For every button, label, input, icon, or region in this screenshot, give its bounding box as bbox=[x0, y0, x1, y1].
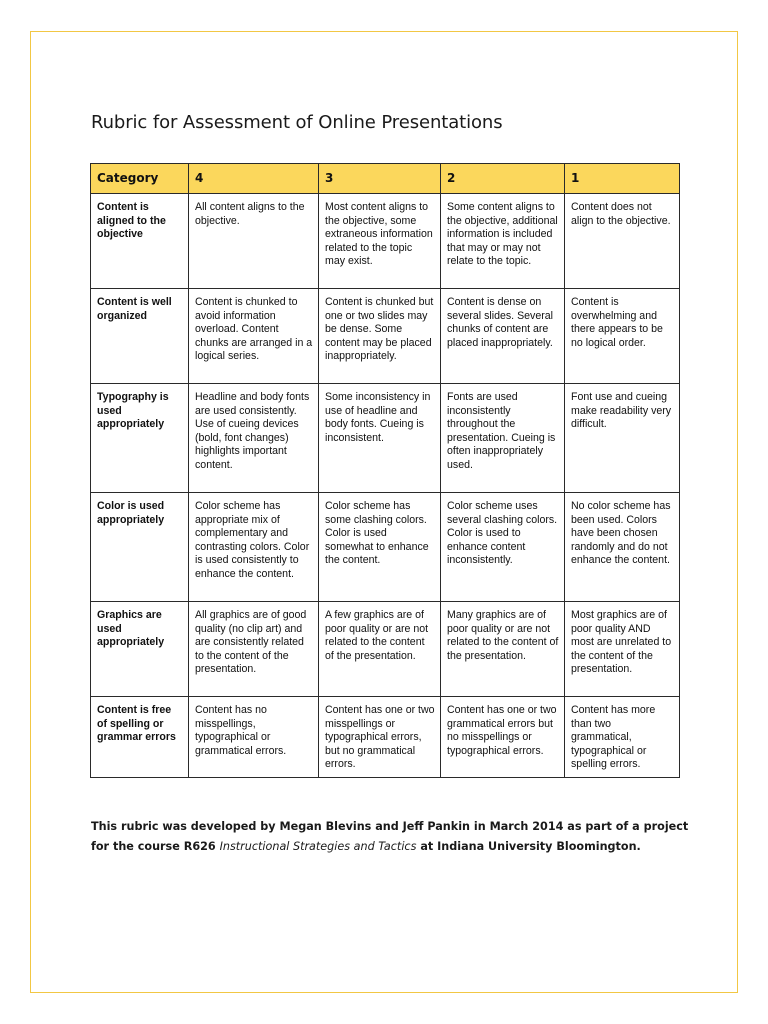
score-3-cell: Some inconsistency in use of headline and body fonts. Cueing is inconsistent. bbox=[319, 384, 441, 493]
table-row bbox=[91, 493, 680, 602]
header-score-3: 3 bbox=[319, 164, 441, 194]
score-2-cell: Some content aligns to the objective, additional information is included that may or may not relate to the topic. bbox=[441, 194, 565, 289]
score-1-cell: Content has more than two grammatical, typographical or spelling errors. bbox=[565, 697, 680, 778]
category-cell: Content is aligned to the objective bbox=[91, 194, 189, 289]
header-score-1: 1 bbox=[565, 164, 680, 194]
score-1-cell: Most graphics are of poor quality AND most are unrelated to the content of the presentation. bbox=[565, 602, 680, 697]
score-1-cell: Font use and cueing make readability very difficult. bbox=[565, 384, 680, 493]
rubric-header-row bbox=[91, 164, 680, 194]
score-1-cell: No color scheme has been used. Colors have been chosen randomly and do not enhance the content. bbox=[565, 493, 680, 602]
score-3-cell: Color scheme has some clashing colors. Color is used somewhat to enhance the content. bbox=[319, 493, 441, 602]
category-cell: Graphics are used appropriately bbox=[91, 602, 189, 697]
score-4-cell: All content aligns to the objective. bbox=[189, 194, 319, 289]
score-3-cell: Most content aligns to the objective, some extraneous information related to the topic may exist. bbox=[319, 194, 441, 289]
category-cell: Content is well organized bbox=[91, 289, 189, 384]
score-3-cell: A few graphics are of poor quality or are not related to the content of the presentation. bbox=[319, 602, 441, 697]
score-2-cell: Content is dense on several slides. Several chunks of content are placed inappropriately. bbox=[441, 289, 565, 384]
score-4-cell: Content is chunked to avoid information overload. Content chunks are arranged in a logical series. bbox=[189, 289, 319, 384]
table-row bbox=[91, 697, 680, 778]
header-score-2: 2 bbox=[441, 164, 565, 194]
category-cell: Typography is used appropriately bbox=[91, 384, 189, 493]
score-4-cell: Headline and body fonts are used consistently. Use of cueing devices (bold, font changes) highlights important content. bbox=[189, 384, 319, 493]
score-3-cell: Content is chunked but one or two slides may be dense. Some content may be placed inappropriately. bbox=[319, 289, 441, 384]
footer-text-after: at Indiana University Bloomington. bbox=[416, 840, 641, 854]
category-cell: Color is used appropriately bbox=[91, 493, 189, 602]
score-4-cell: Content has no misspellings, typographical or grammatical errors. bbox=[189, 697, 319, 778]
header-score-4: 4 bbox=[189, 164, 319, 194]
score-2-cell: Color scheme uses several clashing colors. Color is used to enhance content inconsistently. bbox=[441, 493, 565, 602]
score-2-cell: Many graphics are of poor quality or are not related to the content of the presentation. bbox=[441, 602, 565, 697]
category-cell: Content is free of spelling or grammar errors bbox=[91, 697, 189, 778]
score-4-cell: Color scheme has appropriate mix of complementary and contrasting colors. Color is used consistently to enhance the content. bbox=[189, 493, 319, 602]
table-row bbox=[91, 384, 680, 493]
table-row bbox=[91, 194, 680, 289]
footer-text-before: This rubric was developed by Megan Blevins and Jeff Pankin in March 2014 as part of a project for the course R626 bbox=[91, 820, 689, 854]
course-name: Instructional Strategies and Tactics bbox=[219, 840, 417, 854]
table-row bbox=[91, 289, 680, 384]
score-4-cell: All graphics are of good quality (no clip art) and are consistently related to the content of the presentation. bbox=[189, 602, 319, 697]
table-row bbox=[91, 602, 680, 697]
header-category: Category bbox=[91, 164, 189, 194]
score-2-cell: Content has one or two grammatical errors but no misspellings or typographical errors. bbox=[441, 697, 565, 778]
rubric-table bbox=[90, 163, 680, 778]
document-title: Rubric for Assessment of Online Presentations bbox=[91, 112, 503, 134]
footer-note bbox=[91, 817, 691, 857]
score-1-cell: Content is overwhelming and there appears to be no logical order. bbox=[565, 289, 680, 384]
score-1-cell: Content does not align to the objective. bbox=[565, 194, 680, 289]
score-3-cell: Content has one or two misspellings or typographical errors, but no grammatical errors. bbox=[319, 697, 441, 778]
score-2-cell: Fonts are used inconsistently throughout the presentation. Cueing is often inappropriately used. bbox=[441, 384, 565, 493]
